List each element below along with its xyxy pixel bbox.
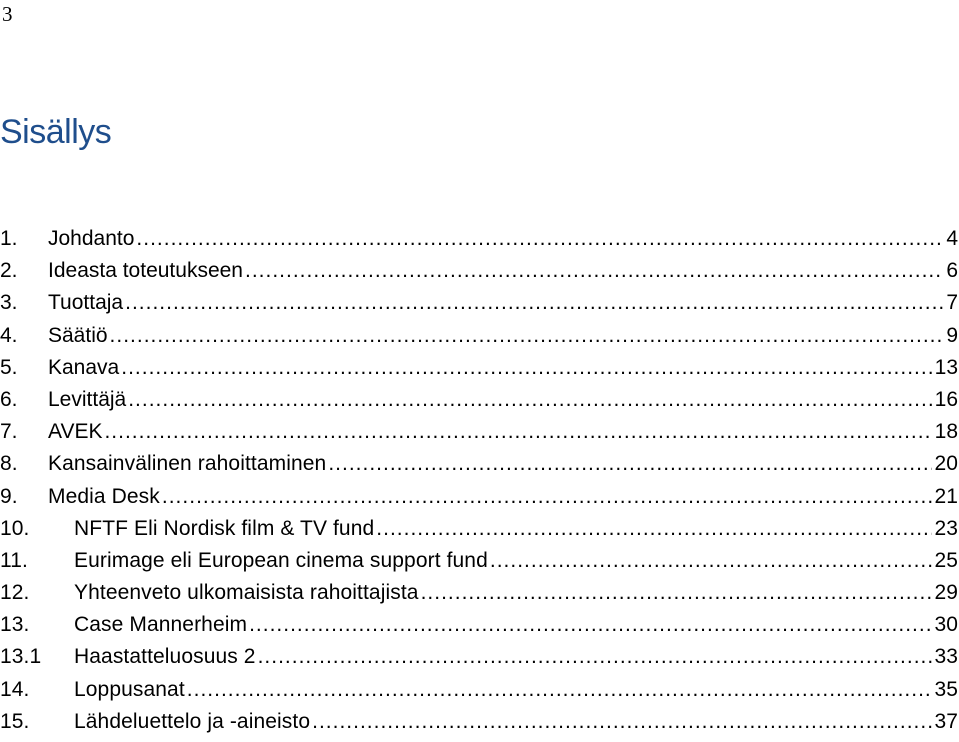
toc-entry-page: 25 (934, 548, 958, 572)
toc-entry-title[interactable]: Levittäjä (48, 387, 127, 411)
toc-entry-page: 6 (946, 259, 958, 283)
toc-dot-leader (258, 642, 933, 672)
toc-dot-leader (376, 514, 932, 544)
toc-entry-number: 7. (0, 420, 18, 444)
toc-entry-page: 33 (934, 645, 958, 669)
toc-entry-page: 13 (934, 355, 958, 379)
toc-dot-leader (121, 353, 932, 383)
toc-entry-number: 4. (0, 323, 18, 347)
toc-entry-page: 35 (934, 677, 958, 701)
toc-entry-page: 23 (934, 516, 958, 540)
toc-entry-title[interactable]: Eurimage eli European cinema support fund (74, 548, 488, 572)
toc-dot-leader (187, 675, 933, 705)
toc-entry-title[interactable]: AVEK (48, 420, 103, 444)
toc-entry-page: 37 (934, 709, 958, 733)
toc-entry-title[interactable]: Kanava (48, 355, 120, 379)
toc-entry-number: 8. (0, 452, 18, 476)
toc-dot-leader (136, 224, 944, 254)
toc-entry-number: 1. (0, 227, 18, 250)
toc-entry-page: 21 (934, 484, 958, 508)
toc-entry-kanava[interactable] (0, 353, 958, 385)
toc-dot-leader (162, 482, 933, 512)
toc-entry-number: 10. (0, 516, 30, 540)
toc-entry-number: 3. (0, 291, 18, 315)
toc-entry-number: 12. (0, 581, 30, 605)
toc-entry-media-desk[interactable] (0, 482, 958, 514)
toc-entry-title[interactable]: Johdanto (48, 227, 135, 250)
toc-entry-number: 9. (0, 484, 18, 508)
toc-entry-page: 7 (946, 291, 958, 315)
toc-entry-lahdeluettelo[interactable] (0, 707, 958, 739)
toc-entry-title[interactable]: Haastatteluosuus 2 (74, 645, 256, 669)
toc-entry-number: 14. (0, 677, 30, 701)
toc-entry-title[interactable]: Ideasta toteutukseen (48, 259, 243, 283)
toc-entry-case-mannerheim[interactable] (0, 610, 958, 642)
toc-entry-page: 20 (934, 452, 958, 476)
toc-entry-loppusanat[interactable] (0, 675, 958, 707)
toc-entry-yhteenveto[interactable] (0, 578, 958, 610)
toc-dot-leader (312, 707, 932, 737)
toc-entry-title[interactable]: Case Mannerheim (74, 613, 248, 637)
toc-entry-levittaja[interactable] (0, 385, 958, 417)
toc-entry-title[interactable]: Media Desk (48, 484, 160, 508)
toc-entry-number: 6. (0, 387, 18, 411)
toc-dot-leader (110, 321, 944, 351)
toc-entry-ideasta-toteutukseen[interactable] (0, 256, 958, 288)
toc-entry-title[interactable]: Yhteenveto ulkomaisista rahoittajista (74, 581, 419, 605)
toc-entry-number: 11. (0, 548, 28, 572)
toc-entry-kansainvalinen-rahoittaminen[interactable] (0, 449, 958, 481)
toc-entry-title[interactable]: NFTF Eli Nordisk film & TV fund (74, 516, 375, 540)
toc-dot-leader (125, 288, 944, 318)
toc-entry-avek[interactable] (0, 417, 958, 449)
toc-dot-leader (245, 256, 944, 286)
toc-entry-page: 16 (934, 387, 958, 411)
toc-dot-leader (421, 578, 933, 608)
toc-entry-page: 4 (946, 227, 958, 250)
toc-entry-title[interactable]: Lähdeluettelo ja -aineisto (74, 709, 311, 733)
toc-entry-haastatteluosuus[interactable] (0, 642, 958, 674)
toc-entry-number: 2. (0, 259, 18, 283)
toc-entry-title[interactable]: Loppusanat (74, 677, 185, 701)
toc-entry-page: 18 (934, 420, 958, 444)
toc-entry-title[interactable]: Tuottaja (48, 291, 124, 315)
page-number: 3 (2, 2, 13, 26)
toc-entry-nftf[interactable] (0, 514, 958, 546)
toc-entry-number: 13. (0, 613, 30, 637)
toc-entry-tuottaja[interactable] (0, 288, 958, 320)
toc-entry-page: 29 (934, 581, 958, 605)
toc-entry-number: 15. (0, 709, 30, 733)
toc-entry-page: 30 (934, 613, 958, 637)
toc-entry-title[interactable]: Säätiö (48, 323, 108, 347)
toc-dot-leader (490, 546, 933, 576)
toc-dot-leader (249, 610, 932, 640)
toc-entry-number: 5. (0, 355, 18, 379)
table-of-contents (0, 224, 958, 739)
toc-entry-eurimage[interactable] (0, 546, 958, 578)
toc-entry-number: 13.1 (0, 645, 42, 669)
toc-dot-leader (104, 417, 932, 447)
toc-dot-leader (328, 449, 932, 479)
toc-title: Sisällys (0, 113, 112, 151)
toc-entry-page: 9 (946, 323, 958, 347)
toc-entry-johdanto[interactable] (0, 224, 958, 256)
toc-entry-title[interactable]: Kansainvälinen rahoittaminen (48, 452, 327, 476)
toc-dot-leader (128, 385, 932, 415)
toc-entry-saatio[interactable] (0, 321, 958, 353)
